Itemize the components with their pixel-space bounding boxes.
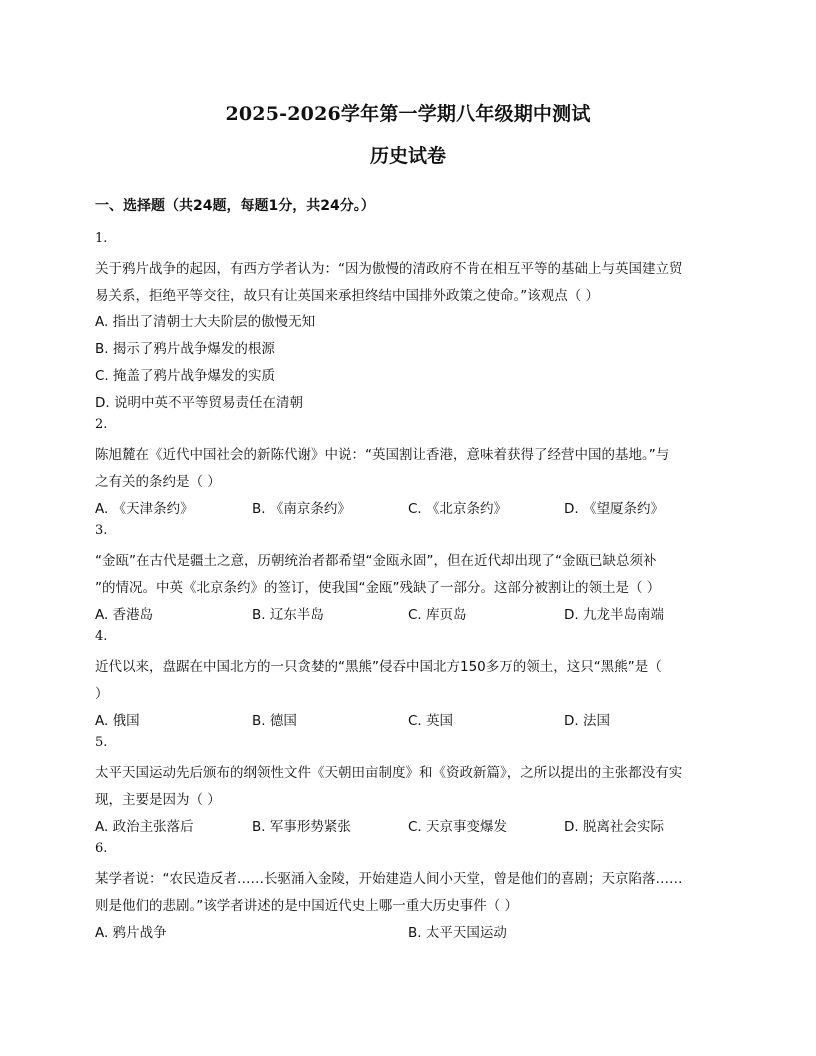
question-number: 1. bbox=[95, 231, 108, 246]
option-b: B. 揭示了鸦片战争爆发的根源 bbox=[95, 341, 275, 357]
question-text-line: ”的情况。中英《北京条约》的签订，使我国“金瓯”残缺了一部分。这部分被割让的领土是（ ） bbox=[95, 580, 661, 596]
question-text-line: 易关系，拒绝平等交往，故只有让英国来承担终结中国排外政策之使命。”该观点（ ） bbox=[95, 288, 600, 304]
question-number: 4. bbox=[95, 629, 108, 644]
option-c: C. 天京事变爆发 bbox=[408, 819, 508, 835]
question-number: 3. bbox=[95, 523, 108, 538]
question-text-line: 之有关的条约是（ ） bbox=[95, 474, 221, 490]
question-number: 5. bbox=[95, 735, 108, 750]
option-c: C. 库页岛 bbox=[408, 607, 467, 623]
option-a: A. 《天津条约》 bbox=[95, 501, 194, 517]
exam-title: 2025-2026学年第一学期八年级期中测试 bbox=[225, 103, 591, 125]
option-a: A. 俄国 bbox=[95, 713, 140, 729]
question-text-line: 太平天国运动先后颁布的纲领性文件《天朝田亩制度》和《资政新篇》，之所以提出的主张都没有实 bbox=[95, 765, 683, 781]
question-text-line: 陈旭麓在《近代中国社会的新陈代谢》中说：“英国割让香港，意味着获得了经营中国的基地。”与 bbox=[95, 447, 670, 463]
option-b: B. 军事形势紧张 bbox=[252, 819, 351, 835]
option-c: C. 英国 bbox=[408, 713, 454, 729]
question-text-line: 近代以来，盘踞在中国北方的一只贪婪的“黑熊”侵吞中国北方150多万的领土，这只“黑熊”是（ bbox=[95, 659, 662, 675]
option-d: D. 脱离社会实际 bbox=[564, 819, 664, 835]
question-text-line: ） bbox=[95, 686, 109, 702]
question-text-line: 则是他们的悲剧。”该学者讲述的是中国近代史上哪一重大历史事件（ ） bbox=[95, 898, 519, 914]
question-text-line: 关于鸦片战争的起因，有西方学者认为：“因为傲慢的清政府不肯在相互平等的基础上与英国建立贸 bbox=[95, 261, 683, 277]
question-text-line: “金瓯”在古代是疆土之意，历朝统治者都希望“金瓯永固”，但在近代却出现了“金瓯已缺总须补 bbox=[95, 553, 657, 569]
option-d: D. 法国 bbox=[564, 713, 610, 729]
question-number: 6. bbox=[95, 841, 108, 856]
option-a: A. 香港岛 bbox=[95, 607, 154, 623]
option-b: B. 辽东半岛 bbox=[252, 607, 324, 623]
option-a: A. 指出了清朝士大夫阶层的傲慢无知 bbox=[95, 314, 316, 330]
option-d: D. 《望厦条约》 bbox=[564, 501, 664, 517]
option-b: B. 《南京条约》 bbox=[252, 501, 351, 517]
section-heading: 一、选择题（共24题，每题1分，共24分。） bbox=[95, 198, 375, 214]
question-number: 2. bbox=[95, 417, 108, 432]
question-text-line: 现，主要是因为（ ） bbox=[95, 792, 221, 808]
option-d: D. 九龙半岛南端 bbox=[564, 607, 664, 623]
option-d: D. 说明中英不平等贸易责任在清朝 bbox=[95, 395, 303, 411]
option-a: A. 鸦片战争 bbox=[95, 925, 167, 941]
option-b: B. 太平天国运动 bbox=[408, 925, 507, 941]
option-c: C. 掩盖了鸦片战争爆发的实质 bbox=[95, 368, 276, 384]
exam-subtitle: 历史试卷 bbox=[369, 145, 446, 167]
option-c: C. 《北京条约》 bbox=[408, 501, 508, 517]
option-b: B. 德国 bbox=[252, 713, 297, 729]
option-a: A. 政治主张落后 bbox=[95, 819, 194, 835]
question-text-line: 某学者说：“农民造反者……长驱涌入金陵，开始建造人间小天堂，曾是他们的喜剧；天京陷落…… bbox=[95, 871, 683, 887]
